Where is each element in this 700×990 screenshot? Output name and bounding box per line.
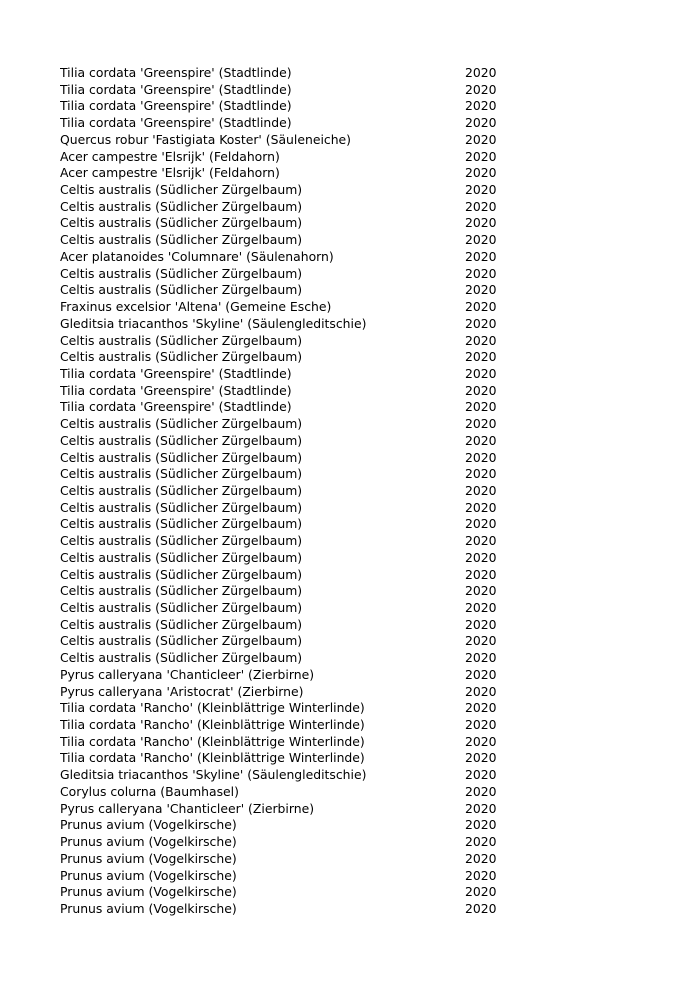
- planting-year: 2020: [465, 332, 497, 348]
- tree-species-name: Corylus colurna (Baumhasel): [60, 783, 239, 799]
- table-row: [60, 383, 520, 400]
- tree-species-name: Celtis australis (Südlicher Zürgelbaum): [60, 633, 303, 649]
- table-row: [60, 516, 520, 533]
- planting-year: 2020: [465, 884, 497, 900]
- planting-year: 2020: [465, 115, 497, 131]
- table-row: [60, 617, 520, 634]
- planting-year: 2020: [465, 850, 497, 866]
- planting-year: 2020: [465, 600, 497, 615]
- planting-year: 2020: [465, 315, 497, 331]
- table-row: [60, 366, 520, 383]
- tree-species-name: Celtis australis (Südlicher Zürgelbaum): [60, 232, 303, 248]
- tree-species-name: Prunus avium (Vogelkirsche): [60, 900, 237, 916]
- tree-species-name: Celtis australis (Südlicher Zürgelbaum): [60, 432, 303, 448]
- planting-year: 2020: [465, 683, 497, 699]
- table-row: [60, 316, 520, 333]
- table-row: [60, 199, 520, 216]
- table-row: [60, 667, 520, 684]
- table-row: [60, 884, 520, 901]
- table-row: [60, 483, 520, 500]
- tree-species-name: Gleditsia triacanthos 'Skyline' (Säulengleditschie): [60, 767, 367, 783]
- planting-year: 2020: [465, 382, 497, 398]
- tree-species-name: Tilia cordata 'Greenspire' (Stadtlinde): [60, 399, 292, 415]
- tree-species-name: Pyrus calleryana 'Chanticleer' (Zierbirne): [60, 666, 315, 682]
- planting-year: 2020: [465, 800, 497, 816]
- table-row: [60, 567, 520, 584]
- tree-species-name: Prunus avium (Vogelkirsche): [60, 850, 237, 866]
- tree-species-name: Prunus avium (Vogelkirsche): [60, 884, 237, 900]
- table-row: [60, 868, 520, 885]
- table-row: [60, 684, 520, 701]
- planting-year: 2020: [465, 650, 497, 666]
- table-row: [60, 717, 520, 734]
- table-row: [60, 801, 520, 818]
- table-row: [60, 466, 520, 483]
- planting-year: 2020: [465, 566, 497, 582]
- table-row: [60, 115, 520, 132]
- planting-year: 2020: [465, 633, 497, 649]
- planting-year: 2020: [465, 416, 497, 432]
- tree-species-name: Quercus robur 'Fastigiata Koster' (Säuleneiche): [60, 131, 352, 147]
- tree-species-name: Tilia cordata 'Greenspire' (Stadtlinde): [60, 65, 292, 80]
- table-row: [60, 65, 520, 82]
- table-row: [60, 700, 520, 717]
- table-row: [60, 282, 520, 299]
- planting-year: 2020: [465, 750, 497, 766]
- planting-year: 2020: [465, 549, 497, 565]
- table-row: [60, 132, 520, 149]
- tree-list: [60, 65, 520, 918]
- table-row: [60, 165, 520, 182]
- tree-species-name: Celtis australis (Südlicher Zürgelbaum): [60, 182, 303, 198]
- planting-year: 2020: [465, 616, 497, 632]
- tree-species-name: Prunus avium (Vogelkirsche): [60, 834, 237, 850]
- table-row: [60, 299, 520, 316]
- planting-year: 2020: [465, 533, 497, 549]
- tree-species-name: Celtis australis (Südlicher Zürgelbaum): [60, 198, 303, 214]
- tree-species-name: Celtis australis (Südlicher Zürgelbaum): [60, 215, 303, 231]
- tree-species-name: Pyrus calleryana 'Chanticleer' (Zierbirne): [60, 800, 315, 816]
- table-row: [60, 249, 520, 266]
- planting-year: 2020: [465, 817, 497, 833]
- planting-year: 2020: [465, 516, 497, 532]
- planting-year: 2020: [465, 182, 497, 198]
- tree-species-name: Tilia cordata 'Rancho' (Kleinblättrige Winterlinde): [60, 700, 365, 716]
- table-row: [60, 784, 520, 801]
- tree-species-name: Pyrus calleryana 'Aristocrat' (Zierbirne): [60, 683, 304, 699]
- tree-species-name: Fraxinus excelsior 'Altena' (Gemeine Esche): [60, 299, 332, 315]
- table-row: [60, 600, 520, 617]
- planting-year: 2020: [465, 399, 497, 415]
- table-row: [60, 333, 520, 350]
- tree-species-name: Tilia cordata 'Greenspire' (Stadtlinde): [60, 98, 292, 114]
- tree-species-name: Celtis australis (Südlicher Zürgelbaum): [60, 650, 303, 666]
- planting-year: 2020: [465, 148, 497, 164]
- table-row: [60, 433, 520, 450]
- planting-year: 2020: [465, 365, 497, 381]
- planting-year: 2020: [465, 131, 497, 147]
- planting-year: 2020: [465, 717, 497, 733]
- planting-year: 2020: [465, 482, 497, 498]
- tree-species-name: Acer campestre 'Elsrijk' (Feldahorn): [60, 148, 280, 164]
- tree-species-name: Celtis australis (Südlicher Zürgelbaum): [60, 349, 303, 365]
- tree-species-name: Celtis australis (Südlicher Zürgelbaum): [60, 282, 303, 298]
- planting-year: 2020: [465, 349, 497, 365]
- table-row: [60, 550, 520, 567]
- tree-species-name: Prunus avium (Vogelkirsche): [60, 817, 237, 833]
- planting-year: 2020: [465, 282, 497, 298]
- planting-year: 2020: [465, 432, 497, 448]
- table-row: [60, 416, 520, 433]
- table-row: [60, 767, 520, 784]
- planting-year: 2020: [465, 449, 497, 465]
- tree-species-name: Celtis australis (Südlicher Zürgelbaum): [60, 499, 303, 515]
- tree-species-name: Celtis australis (Südlicher Zürgelbaum): [60, 616, 303, 632]
- planting-year: 2020: [465, 700, 497, 716]
- tree-species-name: Prunus avium (Vogelkirsche): [60, 867, 237, 883]
- tree-species-name: Tilia cordata 'Greenspire' (Stadtlinde): [60, 115, 292, 131]
- table-row: [60, 583, 520, 600]
- planting-year: 2020: [465, 900, 497, 916]
- table-row: [60, 266, 520, 283]
- tree-species-name: Celtis australis (Südlicher Zürgelbaum): [60, 449, 303, 465]
- planting-year: 2020: [465, 583, 497, 599]
- tree-species-name: Celtis australis (Südlicher Zürgelbaum): [60, 583, 303, 599]
- planting-year: 2020: [465, 81, 497, 97]
- table-row: [60, 349, 520, 366]
- tree-species-name: Tilia cordata 'Greenspire' (Stadtlinde): [60, 365, 292, 381]
- planting-year: 2020: [465, 834, 497, 850]
- planting-year: 2020: [465, 299, 497, 315]
- table-row: [60, 650, 520, 667]
- table-row: [60, 750, 520, 767]
- table-row: [60, 82, 520, 99]
- tree-species-name: Acer campestre 'Elsrijk' (Feldahorn): [60, 165, 280, 181]
- tree-species-name: Celtis australis (Südlicher Zürgelbaum): [60, 482, 303, 498]
- tree-species-name: Celtis australis (Südlicher Zürgelbaum): [60, 533, 303, 549]
- tree-species-name: Celtis australis (Südlicher Zürgelbaum): [60, 516, 303, 532]
- tree-species-name: Tilia cordata 'Rancho' (Kleinblättrige Winterlinde): [60, 717, 365, 733]
- planting-year: 2020: [465, 215, 497, 231]
- planting-year: 2020: [465, 265, 497, 281]
- table-row: [60, 450, 520, 467]
- tree-species-name: Celtis australis (Südlicher Zürgelbaum): [60, 416, 303, 432]
- planting-year: 2020: [465, 466, 497, 482]
- planting-year: 2020: [465, 65, 497, 80]
- tree-species-name: Gleditsia triacanthos 'Skyline' (Säulengleditschie): [60, 315, 367, 331]
- planting-year: 2020: [465, 248, 497, 264]
- tree-species-name: Celtis australis (Südlicher Zürgelbaum): [60, 566, 303, 582]
- table-row: [60, 182, 520, 199]
- tree-species-name: Celtis australis (Südlicher Zürgelbaum): [60, 265, 303, 281]
- tree-species-name: Acer platanoides 'Columnare' (Säulenahorn): [60, 248, 334, 264]
- tree-species-name: Celtis australis (Südlicher Zürgelbaum): [60, 549, 303, 565]
- planting-year: 2020: [465, 767, 497, 783]
- tree-species-name: Celtis australis (Südlicher Zürgelbaum): [60, 332, 303, 348]
- planting-year: 2020: [465, 666, 497, 682]
- table-row: [60, 98, 520, 115]
- table-row: [60, 399, 520, 416]
- planting-year: 2020: [465, 232, 497, 248]
- table-row: [60, 734, 520, 751]
- planting-year: 2020: [465, 198, 497, 214]
- tree-species-name: Tilia cordata 'Greenspire' (Stadtlinde): [60, 382, 292, 398]
- table-row: [60, 817, 520, 834]
- table-row: [60, 851, 520, 868]
- planting-year: 2020: [465, 733, 497, 749]
- planting-year: 2020: [465, 165, 497, 181]
- table-row: [60, 232, 520, 249]
- table-row: [60, 901, 520, 918]
- tree-species-name: Tilia cordata 'Rancho' (Kleinblättrige Winterlinde): [60, 750, 365, 766]
- table-row: [60, 834, 520, 851]
- table-row: [60, 215, 520, 232]
- table-row: [60, 633, 520, 650]
- planting-year: 2020: [465, 98, 497, 114]
- planting-year: 2020: [465, 783, 497, 799]
- table-row: [60, 533, 520, 550]
- table-row: [60, 500, 520, 517]
- tree-species-name: Tilia cordata 'Rancho' (Kleinblättrige Winterlinde): [60, 733, 365, 749]
- planting-year: 2020: [465, 867, 497, 883]
- tree-species-name: Tilia cordata 'Greenspire' (Stadtlinde): [60, 81, 292, 97]
- planting-year: 2020: [465, 499, 497, 515]
- table-row: [60, 149, 520, 166]
- tree-species-name: Celtis australis (Südlicher Zürgelbaum): [60, 600, 303, 615]
- tree-species-name: Celtis australis (Südlicher Zürgelbaum): [60, 466, 303, 482]
